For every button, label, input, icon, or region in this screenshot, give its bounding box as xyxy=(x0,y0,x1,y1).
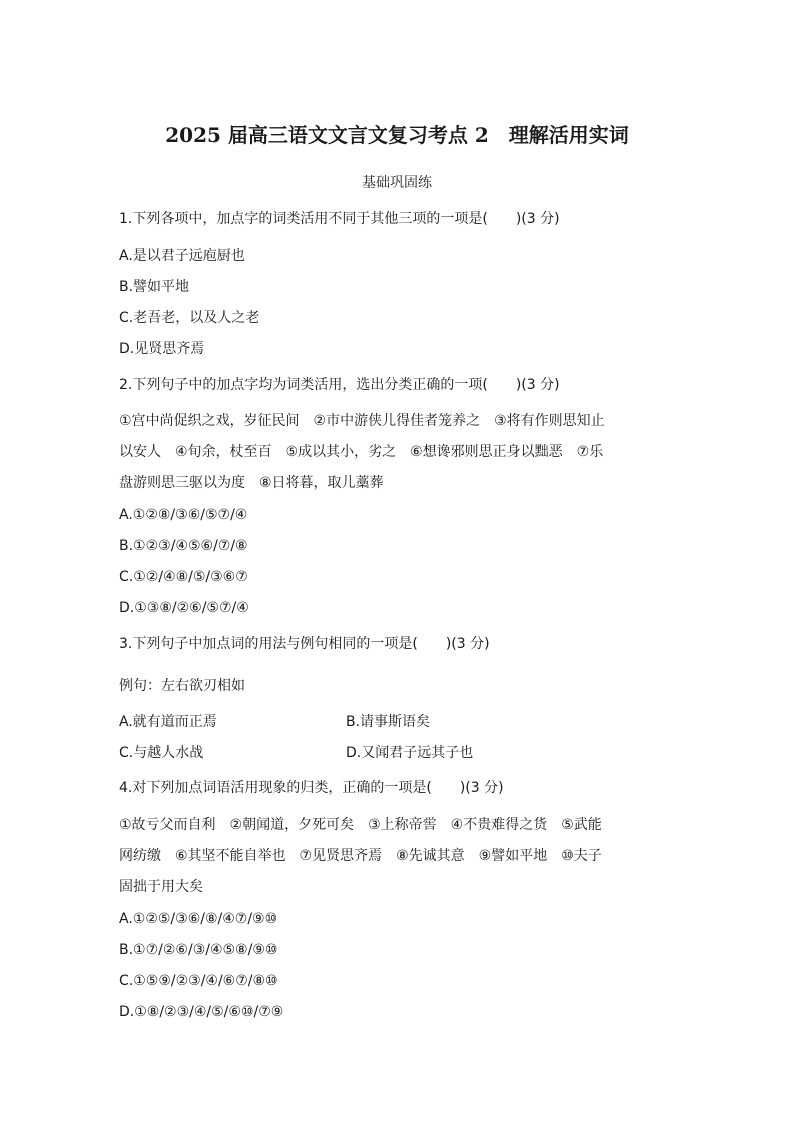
q4-phrases-line-1: ①故亏父而自利 ②朝闻道，夕死可矣 ③上称帝喾 ④不贵难得之货 ⑤武能 xyxy=(119,817,602,833)
document-title: 2025 届高三语文文言文复习考点 2 理解活用实词 xyxy=(165,123,629,147)
q1-option-a: A.是以君子远庖厨也 xyxy=(119,248,245,264)
q3-option-c: C.与越人水战 xyxy=(119,745,204,761)
q4-option-a: A.①②⑤/③⑥/⑧/④⑦/⑨⑩ xyxy=(119,911,278,927)
q3-example: 例句：左右欲刃相如 xyxy=(119,678,245,694)
q1-option-c: C.老吾老，以及人之老 xyxy=(119,310,260,326)
q2-sentences-line-1: ①宫中尚促织之戏，岁征民间 ②市中游侠儿得佳者笼养之 ③将有作则思知止 xyxy=(119,413,605,429)
q3-option-d: D.又闻君子远其子也 xyxy=(346,745,474,761)
section-subtitle: 基础巩固练 xyxy=(362,175,432,191)
q3-option-a: A.就有道而正焉 xyxy=(119,714,217,730)
q1-option-b: B.譬如平地 xyxy=(119,279,190,295)
q1-stem: 1.下列各项中，加点字的词类活用不同于其他三项的一项是( )(3 分) xyxy=(119,211,560,227)
q2-sentences-line-3: 盘游则思三驱以为度 ⑧日将暮，取儿藁葬 xyxy=(119,475,384,491)
q1-option-d: D.见贤思齐焉 xyxy=(119,341,205,357)
q2-option-a: A.①②⑧/③⑥/⑤⑦/④ xyxy=(119,507,248,523)
q2-stem: 2.下列句子中的加点字均为词类活用，选出分类正确的一项( )(3 分) xyxy=(119,377,560,393)
q2-option-c: C.①②/④⑧/⑤/③⑥⑦ xyxy=(119,569,248,585)
q4-phrases-line-2: 网纺缴 ⑥其坚不能自举也 ⑦见贤思齐焉 ⑧先诚其意 ⑨譬如平地 ⑩夫子 xyxy=(119,848,602,864)
q2-sentences-line-2: 以安人 ④旬余，杖至百 ⑤成以其小，劣之 ⑥想谗邪则思正身以黜恶 ⑦乐 xyxy=(119,444,604,460)
q4-option-d: D.①⑧/②③/④/⑤/⑥⑩/⑦⑨ xyxy=(119,1004,284,1020)
q4-stem: 4.对下列加点词语活用现象的归类，正确的一项是( )(3 分) xyxy=(119,780,504,796)
q3-stem: 3.下列句子中加点词的用法与例句相同的一项是( )(3 分) xyxy=(119,636,490,652)
q2-option-d: D.①③⑧/②⑥/⑤⑦/④ xyxy=(119,600,249,616)
q3-option-b: B.请事斯语矣 xyxy=(346,714,431,730)
q4-option-b: B.①⑦/②⑥/③/④⑤⑧/⑨⑩ xyxy=(119,942,278,958)
q4-option-c: C.①⑤⑨/②③/④/⑥⑦/⑧⑩ xyxy=(119,973,278,989)
q3-option-row-1 xyxy=(119,712,217,732)
q2-option-b: B.①②③/④⑤⑥/⑦/⑧ xyxy=(119,538,248,554)
q4-phrases-line-3: 固拙于用大矣 xyxy=(119,879,203,895)
